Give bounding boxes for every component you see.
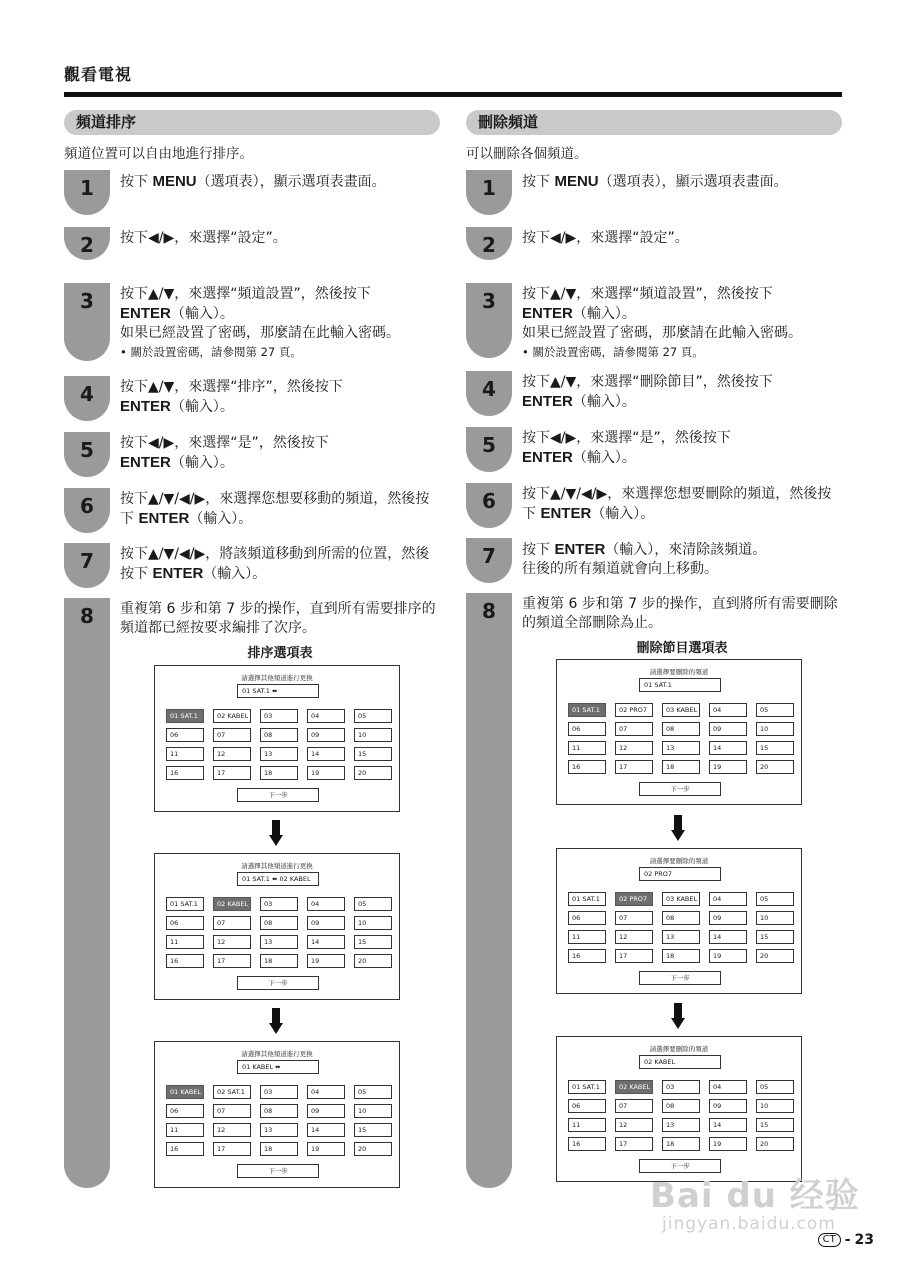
channel-cell[interactable]: 15 [354, 935, 392, 949]
channel-cell[interactable]: 15 [756, 1118, 794, 1132]
channel-cell[interactable]: 10 [756, 911, 794, 925]
step-3 [64, 283, 440, 361]
channel-cell[interactable]: 12 [213, 1123, 251, 1137]
channel-cell[interactable]: 01 SAT.1 [166, 897, 204, 911]
channel-cell[interactable]: 20 [756, 1137, 794, 1151]
channel-cell[interactable]: 03 KABEL [662, 703, 700, 717]
channel-cell[interactable]: 07 [615, 1099, 653, 1113]
selected-channel-field: 02 KABEL [639, 1055, 721, 1069]
channel-cell[interactable]: 06 [166, 916, 204, 930]
channel-cell[interactable]: 12 [213, 935, 251, 949]
step-note: • 關於設置密碼，請參閱第 27 頁。 [522, 345, 704, 359]
channel-cell[interactable]: 05 [354, 1085, 392, 1099]
step-7 [466, 538, 842, 583]
channel-cell[interactable]: 15 [354, 747, 392, 761]
channel-cell[interactable]: 10 [354, 728, 392, 742]
step-text: 按下▲/▼/◀/▶，將該頻道移動到所需的位置，然後按下 ENTER（輸入）。 [120, 546, 430, 582]
step-6 [466, 483, 842, 528]
step-text: 按下 MENU（選項表），顯示選項表畫面。 [522, 173, 788, 190]
step-text: 按下◀/▶，來選擇“設定”。 [120, 230, 287, 246]
step-3 [466, 283, 842, 358]
step-number: 7 [482, 544, 496, 568]
step-text: 重複第 6 步和第 7 步的操作，直到將所有需要刪除的頻道全部刪除為止。 [522, 596, 838, 631]
delete-menu-screen-1 [556, 659, 802, 805]
channel-cell[interactable]: 02 KABEL [615, 1080, 653, 1094]
channel-cell[interactable]: 07 [615, 722, 653, 736]
step-2 [64, 227, 440, 260]
arrow-down-icon [671, 815, 685, 841]
channel-cell[interactable]: 04 [709, 703, 747, 717]
step-number: 4 [80, 382, 94, 406]
channel-cell[interactable]: 09 [307, 1104, 345, 1118]
channel-cell[interactable]: 06 [568, 911, 606, 925]
step-text: 按下▲/▼，來選擇“刪除節目”，然後按下 ENTER（輸入）。 [522, 374, 773, 410]
selected-channel-field: 01 SAT.1 ⬌ 02 KABEL [237, 872, 319, 886]
channel-cell[interactable]: 19 [709, 760, 747, 774]
channel-grid [568, 703, 794, 774]
arrow-down-icon [671, 1003, 685, 1029]
channel-cell[interactable]: 18 [260, 954, 298, 968]
screen-prompt: 請選擇其他頻道進行更換 [241, 862, 313, 870]
step-marker [466, 593, 512, 1188]
next-step-button[interactable]: 下一步 [639, 971, 721, 985]
channel-cell[interactable]: 20 [756, 760, 794, 774]
step-text: 按下▲/▼，來選擇“頻道設置”，然後按下 ENTER（輸入）。 如果已經設置了密碼，那麼請在此輸入密碼。 • 關於設置密碼，請參閱第 27 頁。 [522, 285, 840, 361]
delete-section [466, 110, 842, 1170]
channel-cell[interactable]: 03 [260, 1085, 298, 1099]
screen-prompt: 請選擇要刪除的頻道 [649, 857, 709, 865]
section-intro: 頻道位置可以自由地進行排序。 [64, 146, 253, 162]
channel-grid [166, 897, 392, 968]
channel-cell[interactable]: 16 [568, 760, 606, 774]
step-2 [466, 227, 842, 260]
channel-cell[interactable]: 19 [709, 949, 747, 963]
screen-prompt: 請選擇要刪除的頻道 [649, 668, 709, 676]
selected-channel-field: 01 SAT.1 ⬌ [237, 684, 319, 698]
channel-cell[interactable]: 16 [568, 1137, 606, 1151]
step-number: 1 [482, 176, 496, 200]
channel-cell[interactable]: 12 [615, 741, 653, 755]
step-8 [466, 593, 842, 1188]
channel-cell[interactable]: 02 KABEL [213, 897, 251, 911]
channel-cell[interactable]: 03 KABEL [662, 892, 700, 906]
channel-cell[interactable]: 20 [354, 766, 392, 780]
channel-cell[interactable]: 02 PRO7 [615, 703, 653, 717]
channel-cell[interactable]: 10 [756, 1099, 794, 1113]
section-intro: 可以刪除各個頻道。 [466, 146, 588, 162]
step-text: 按下◀/▶，來選擇“設定”。 [522, 230, 689, 246]
channel-cell[interactable]: 14 [307, 747, 345, 761]
channel-grid [568, 892, 794, 963]
channel-cell[interactable]: 17 [213, 954, 251, 968]
channel-cell[interactable]: 16 [166, 766, 204, 780]
step-4 [466, 371, 842, 416]
step-4 [64, 376, 440, 421]
channel-cell[interactable]: 19 [307, 1142, 345, 1156]
step-number: 3 [482, 289, 496, 313]
channel-cell[interactable]: 12 [213, 747, 251, 761]
channel-cell[interactable]: 14 [709, 741, 747, 755]
channel-cell[interactable]: 10 [354, 1104, 392, 1118]
channel-cell[interactable]: 05 [756, 892, 794, 906]
step-number: 1 [80, 176, 94, 200]
channel-cell[interactable]: 05 [354, 709, 392, 723]
channel-cell[interactable]: 17 [615, 949, 653, 963]
step-text: 按下▲/▼，來選擇“頻道設置”，然後按下 ENTER（輸入）。 如果已經設置了密碼，那麼請在此輸入密碼。 • 關於設置密碼，請參閱第 27 頁。 [120, 285, 438, 361]
channel-cell[interactable]: 17 [213, 1142, 251, 1156]
step-text: 重複第 6 步和第 7 步的操作，直到所有需要排序的頻道都已經按要求編排了次序。 [120, 601, 436, 636]
channel-cell[interactable]: 12 [615, 930, 653, 944]
channel-cell[interactable]: 17 [615, 1137, 653, 1151]
arrow-down-icon [269, 820, 283, 846]
channel-cell[interactable]: 02 KABEL [213, 709, 251, 723]
channel-cell[interactable]: 13 [260, 747, 298, 761]
section-title: 頻道排序 [64, 110, 440, 135]
step-text: 按下▲/▼/◀/▶，來選擇您想要刪除的頻道，然後按下 ENTER（輸入）。 [522, 486, 832, 522]
screen-prompt: 請選擇其他頻道進行更換 [241, 674, 313, 682]
channel-cell[interactable]: 15 [354, 1123, 392, 1137]
watermark-logo-text: Bai du 经验 [650, 1176, 860, 1216]
step-number: 3 [80, 289, 94, 313]
next-step-button[interactable]: 下一步 [237, 976, 319, 990]
step-text: 按下 ENTER（輸入），來清除該頻道。 往後的所有頻道就會向上移動。 [522, 541, 767, 577]
channel-cell[interactable]: 16 [568, 949, 606, 963]
channel-cell[interactable]: 07 [615, 911, 653, 925]
channel-cell[interactable]: 14 [709, 1118, 747, 1132]
channel-cell[interactable]: 04 [709, 892, 747, 906]
sort-menu-screen-1 [154, 665, 400, 812]
channel-cell[interactable]: 05 [354, 897, 392, 911]
channel-cell[interactable]: 09 [709, 911, 747, 925]
page-footer [818, 1232, 874, 1248]
channel-cell[interactable]: 17 [213, 766, 251, 780]
channel-cell[interactable]: 11 [568, 930, 606, 944]
channel-cell[interactable]: 08 [260, 1104, 298, 1118]
channel-cell[interactable]: 15 [756, 741, 794, 755]
section-title: 刪除頻道 [466, 110, 842, 135]
channel-cell[interactable]: 12 [615, 1118, 653, 1132]
channel-cell[interactable]: 17 [615, 760, 653, 774]
menu-title: 排序選項表 [247, 646, 313, 661]
step-5 [466, 427, 842, 472]
channel-cell[interactable]: 15 [756, 930, 794, 944]
step-number: 2 [80, 233, 94, 257]
baidu-watermark [640, 1140, 870, 1240]
channel-cell[interactable]: 18 [662, 760, 700, 774]
step-number: 8 [482, 599, 496, 623]
channel-cell[interactable]: 11 [568, 741, 606, 755]
step-text: 按下 MENU（選項表），顯示選項表畫面。 [120, 173, 386, 190]
channel-cell[interactable]: 16 [166, 954, 204, 968]
step-7 [64, 543, 440, 588]
step-marker [64, 598, 110, 1188]
step-number: 2 [482, 233, 496, 257]
step-8 [64, 598, 440, 1188]
channel-cell[interactable]: 08 [662, 722, 700, 736]
step-number: 6 [482, 489, 496, 513]
screen-prompt: 請選擇要刪除的頻道 [649, 1045, 709, 1053]
channel-cell[interactable]: 19 [307, 954, 345, 968]
channel-cell[interactable]: 08 [260, 728, 298, 742]
channel-cell[interactable]: 20 [354, 954, 392, 968]
channel-cell[interactable]: 16 [166, 1142, 204, 1156]
step-text: 按下◀/▶，來選擇“是”，然後按下 ENTER（輸入）。 [120, 435, 329, 471]
next-step-button[interactable]: 下一步 [237, 788, 319, 802]
language-badge: CT [818, 1233, 841, 1247]
step-number: 6 [80, 494, 94, 518]
channel-cell[interactable]: 07 [213, 1104, 251, 1118]
step-5 [64, 432, 440, 477]
step-number: 8 [80, 604, 94, 628]
channel-cell[interactable]: 01 SAT.1 [568, 1080, 606, 1094]
channel-cell[interactable]: 09 [307, 916, 345, 930]
channel-cell[interactable]: 07 [213, 728, 251, 742]
channel-cell[interactable]: 11 [166, 1123, 204, 1137]
next-step-button[interactable]: 下一步 [639, 782, 721, 796]
channel-cell[interactable]: 10 [756, 722, 794, 736]
selected-channel-field: 01 KABEL ⬌ [237, 1060, 319, 1074]
channel-cell[interactable]: 01 SAT.1 [568, 703, 606, 717]
channel-cell[interactable]: 09 [709, 1099, 747, 1113]
footer-dash: - [844, 1232, 851, 1248]
channel-cell[interactable]: 05 [756, 1080, 794, 1094]
reorder-section [64, 110, 440, 1175]
channel-cell[interactable]: 02 SAT.1 [213, 1085, 251, 1099]
channel-cell[interactable]: 05 [756, 703, 794, 717]
menu-title: 刪除節目選項表 [636, 641, 728, 656]
channel-cell[interactable]: 09 [709, 722, 747, 736]
step-6 [64, 488, 440, 533]
channel-cell[interactable]: 14 [307, 1123, 345, 1137]
channel-cell[interactable]: 03 [260, 897, 298, 911]
channel-cell[interactable]: 08 [662, 911, 700, 925]
step-1 [466, 170, 842, 215]
channel-cell[interactable]: 04 [307, 897, 345, 911]
channel-cell[interactable]: 11 [166, 747, 204, 761]
channel-cell[interactable]: 13 [662, 930, 700, 944]
step-number: 5 [80, 438, 94, 462]
channel-cell[interactable]: 11 [166, 935, 204, 949]
channel-cell[interactable]: 18 [662, 1137, 700, 1151]
channel-cell[interactable]: 11 [568, 1118, 606, 1132]
screen-prompt: 請選擇其他頻道進行更換 [241, 1050, 313, 1058]
next-step-button[interactable]: 下一步 [237, 1164, 319, 1178]
channel-cell[interactable]: 04 [709, 1080, 747, 1094]
channel-cell[interactable]: 01 SAT.1 [568, 892, 606, 906]
sort-menu-screen-2 [154, 853, 400, 1000]
sort-menu-screen-3 [154, 1041, 400, 1188]
channel-cell[interactable]: 18 [260, 1142, 298, 1156]
channel-cell[interactable]: 02 PRO7 [615, 892, 653, 906]
page-number: 23 [854, 1232, 874, 1248]
page-title: 觀看電視 [64, 65, 133, 84]
delete-menu-screen-2 [556, 848, 802, 994]
channel-cell[interactable]: 04 [307, 1085, 345, 1099]
step-number: 4 [482, 377, 496, 401]
selected-channel-field: 01 SAT.1 [639, 678, 721, 692]
watermark-url: jingyan.baidu.com [662, 1214, 836, 1234]
channel-cell[interactable]: 13 [260, 1123, 298, 1137]
step-text: 按下▲/▼，來選擇“排序”，然後按下 ENTER（輸入）。 [120, 379, 343, 415]
channel-cell[interactable]: 19 [709, 1137, 747, 1151]
channel-cell[interactable]: 09 [307, 728, 345, 742]
step-text: 按下▲/▼/◀/▶，來選擇您想要移動的頻道，然後按下 ENTER（輸入）。 [120, 491, 430, 527]
channel-cell[interactable]: 06 [166, 1104, 204, 1118]
channel-cell[interactable]: 13 [662, 741, 700, 755]
channel-cell[interactable]: 03 [260, 709, 298, 723]
channel-cell[interactable]: 19 [307, 766, 345, 780]
step-1 [64, 170, 440, 215]
channel-grid [166, 709, 392, 780]
channel-cell[interactable]: 03 [662, 1080, 700, 1094]
channel-cell[interactable]: 18 [662, 949, 700, 963]
step-number: 7 [80, 549, 94, 573]
channel-cell[interactable]: 13 [260, 935, 298, 949]
channel-cell[interactable]: 04 [307, 709, 345, 723]
channel-cell[interactable]: 08 [260, 916, 298, 930]
channel-cell[interactable]: 14 [709, 930, 747, 944]
arrow-down-icon [269, 1008, 283, 1034]
channel-cell[interactable]: 13 [662, 1118, 700, 1132]
channel-cell[interactable]: 06 [568, 1099, 606, 1113]
channel-cell[interactable]: 01 SAT.1 [166, 709, 204, 723]
channel-cell[interactable]: 07 [213, 916, 251, 930]
step-note: • 關於設置密碼，請參閱第 27 頁。 [120, 345, 302, 359]
channel-grid [166, 1085, 392, 1156]
channel-cell[interactable]: 06 [166, 728, 204, 742]
step-number: 5 [482, 433, 496, 457]
channel-cell[interactable]: 14 [307, 935, 345, 949]
step-text: 按下◀/▶，來選擇“是”，然後按下 ENTER（輸入）。 [522, 430, 731, 466]
channel-cell[interactable]: 06 [568, 722, 606, 736]
channel-cell[interactable]: 20 [354, 1142, 392, 1156]
channel-cell[interactable]: 10 [354, 916, 392, 930]
selected-channel-field: 02 PRO7 [639, 867, 721, 881]
title-rule [64, 92, 842, 97]
channel-cell[interactable]: 08 [662, 1099, 700, 1113]
channel-cell[interactable]: 01 KABEL [166, 1085, 204, 1099]
next-step-button[interactable]: 下一步 [639, 1159, 721, 1173]
channel-cell[interactable]: 18 [260, 766, 298, 780]
channel-cell[interactable]: 20 [756, 949, 794, 963]
